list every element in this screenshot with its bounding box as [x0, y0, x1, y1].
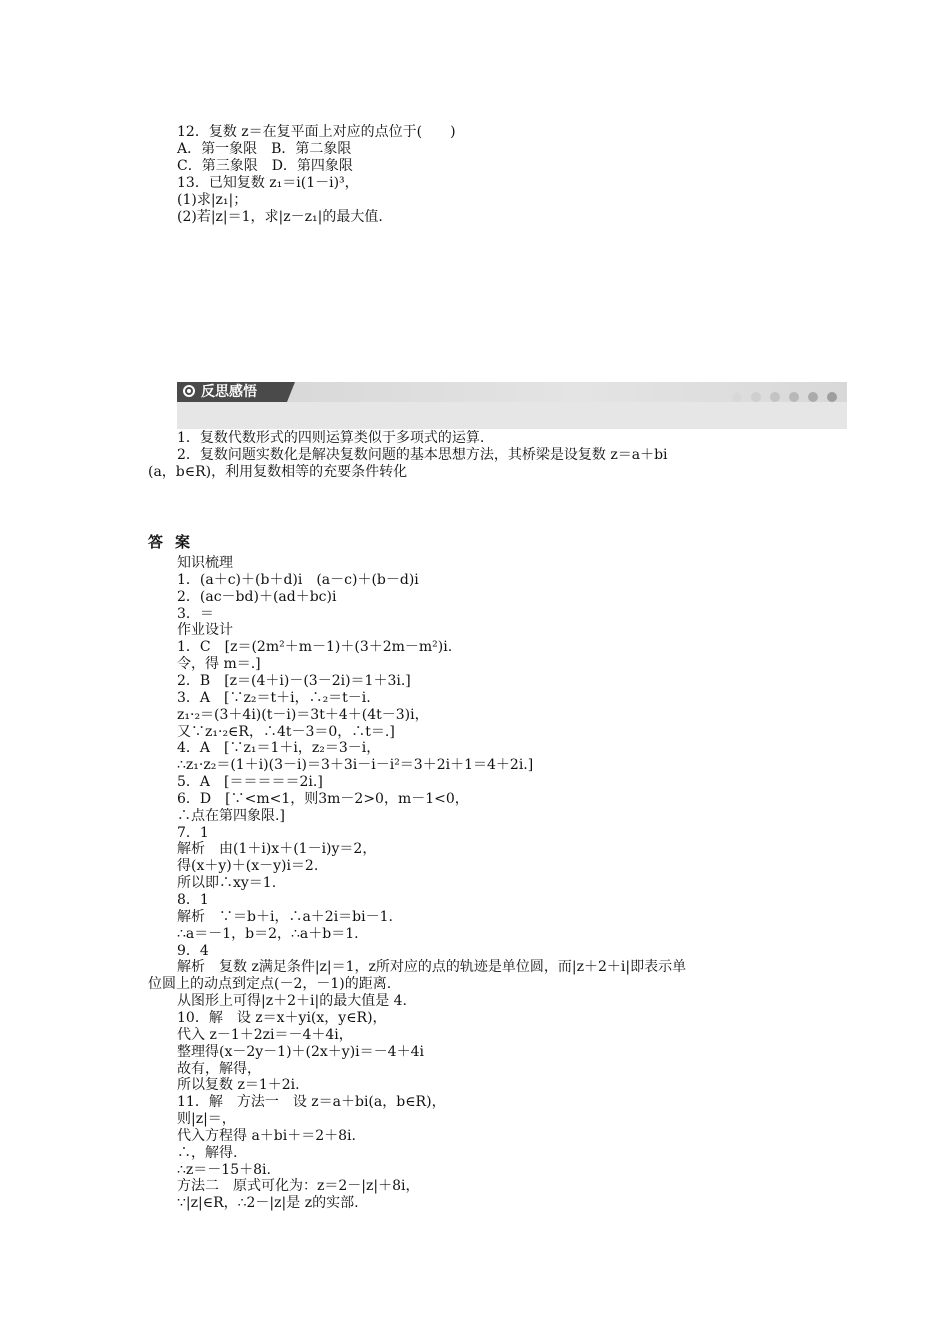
- reflection-title: 反思感悟: [201, 384, 257, 400]
- answer-line: 得(x＋y)＋(x－y)i＝2.: [177, 858, 319, 874]
- answer-line: 1．C [z＝(2m²＋m－1)＋(3＋2m－m²)i.: [177, 639, 453, 655]
- answer-line: 2．B [z＝(4＋i)－(3－2i)＝1＋3i.]: [177, 673, 411, 689]
- answer-line: 11．解 方法一 设 z＝a＋bi(a，b∈R)，: [177, 1094, 446, 1110]
- exercise-12-options-ab: A．第一象限 B．第二象限: [177, 141, 352, 157]
- answer-line: 3．＝: [177, 606, 214, 622]
- answer-line: ∴z₁·z₂＝(1＋i)(3－i)＝3＋3i－i－i²＝3＋2i＋1＝4＋2i.]: [177, 757, 534, 773]
- answer-line: 3．A [∵z₂＝t＋i，∴₂＝t－i.: [177, 690, 371, 706]
- answer-line: ∵|z|∈R，∴2－|z|是 z的实部.: [177, 1195, 359, 1211]
- banner-body-strip: [177, 402, 847, 429]
- dot-icon: [827, 392, 837, 402]
- answer-line: 6．D [∵<m<1，则3m－2>0，m－1<0，: [177, 791, 469, 807]
- answer-line: 位圆上的动点到定点(－2，－1)的距离.: [148, 976, 392, 992]
- answer-line: 5．A [＝＝＝＝＝2i.]: [177, 774, 323, 790]
- answer-line: 知识梳理: [177, 555, 233, 571]
- exercise-13-part-1: (1)求|z₁|；: [177, 192, 248, 208]
- dot-icon: [770, 392, 780, 402]
- reflection-tab: [177, 382, 287, 402]
- answer-line: 9．4: [177, 943, 209, 959]
- answer-line: 又∵z₁·₂∈R，∴4t－3＝0，∴t＝.]: [177, 724, 395, 740]
- exercise-13-question: 13．已知复数 z₁＝i(1－i)³，: [177, 175, 359, 191]
- answer-line: 解析 由(1＋i)x＋(1－i)y＝2，: [177, 841, 377, 857]
- answer-line: 10．解 设 z＝x＋yi(x，y∈R)，: [177, 1010, 387, 1026]
- answer-line: z₁·₂＝(3＋4i)(t－i)＝3t＋4＋(4t－3)i，: [177, 707, 429, 723]
- reflection-banner: [177, 382, 847, 429]
- answer-line: 4．A [∵z₁＝1＋i，z₂＝3－i，: [177, 740, 381, 756]
- exercise-12-options-cd: C．第三象限 D．第四象限: [177, 158, 353, 174]
- answer-line: ∴点在第四象限.]: [177, 808, 285, 824]
- reflection-point-2: 2．复数问题实数化是解决复数问题的基本思想方法，其桥梁是设复数 z＝a＋bi: [177, 447, 668, 463]
- answer-line: 方法二 原式可化为：z＝2－|z|＋8i，: [177, 1178, 420, 1194]
- answer-line: 1．(a＋c)＋(b＋d)i (a－c)＋(b－d)i: [177, 572, 419, 588]
- answer-line: 从图形上可得|z＋2＋i|的最大值是 4.: [177, 993, 408, 1009]
- decorative-dots: [723, 387, 837, 397]
- dot-icon: [732, 392, 742, 402]
- answer-heading: 答案: [148, 533, 203, 551]
- answer-line: 7．1: [177, 825, 209, 841]
- dot-icon: [808, 392, 818, 402]
- answer-line: 代入方程得 a＋bi＋＝2＋8i.: [177, 1128, 356, 1144]
- answer-line: 整理得(x－2y－1)＋(2x＋y)i＝－4＋4i: [177, 1044, 424, 1060]
- answer-line: ∴，解得.: [177, 1145, 238, 1161]
- answer-line: 令，得 m＝.]: [177, 656, 261, 672]
- exercise-12-question: 12．复数 z＝在复平面上对应的点位于( ): [177, 124, 456, 140]
- answer-line: 解析 复数 z满足条件|z|＝1，z所对应的点的轨迹是单位圆，而|z＋2＋i|即表示单: [177, 959, 687, 975]
- dot-icon: [751, 392, 761, 402]
- answer-line: 2．(ac－bd)＋(ad＋bc)i: [177, 589, 337, 605]
- tab-notch: [287, 382, 295, 402]
- answer-line: ∴z＝－15＋8i.: [177, 1162, 271, 1178]
- answer-line: 所以复数 z＝1＋2i.: [177, 1077, 300, 1093]
- exercise-13-part-2: (2)若|z|＝1，求|z－z₁|的最大值.: [177, 209, 383, 225]
- answer-line: 所以即∴xy＝1.: [177, 875, 277, 891]
- reflection-point-2-cont: (a，b∈R)，利用复数相等的充要条件转化: [148, 464, 408, 480]
- target-circle-icon: [183, 385, 195, 397]
- answer-line: 故有，解得，: [177, 1061, 261, 1077]
- answer-line: 解析 ∵＝b＋i，∴a＋2i＝bi－1.: [177, 909, 393, 925]
- answer-line: 代入 z－1＋2zi＝－4＋4i，: [177, 1027, 353, 1043]
- answer-line: ∴a＝－1，b＝2，∴a＋b＝1.: [177, 926, 359, 942]
- answer-line: 8．1: [177, 892, 209, 908]
- reflection-point-1: 1．复数代数形式的四则运算类似于多项式的运算.: [177, 430, 485, 446]
- dot-icon: [789, 392, 799, 402]
- answer-line: 则|z|＝，: [177, 1111, 236, 1127]
- answer-line: 作业设计: [177, 622, 233, 638]
